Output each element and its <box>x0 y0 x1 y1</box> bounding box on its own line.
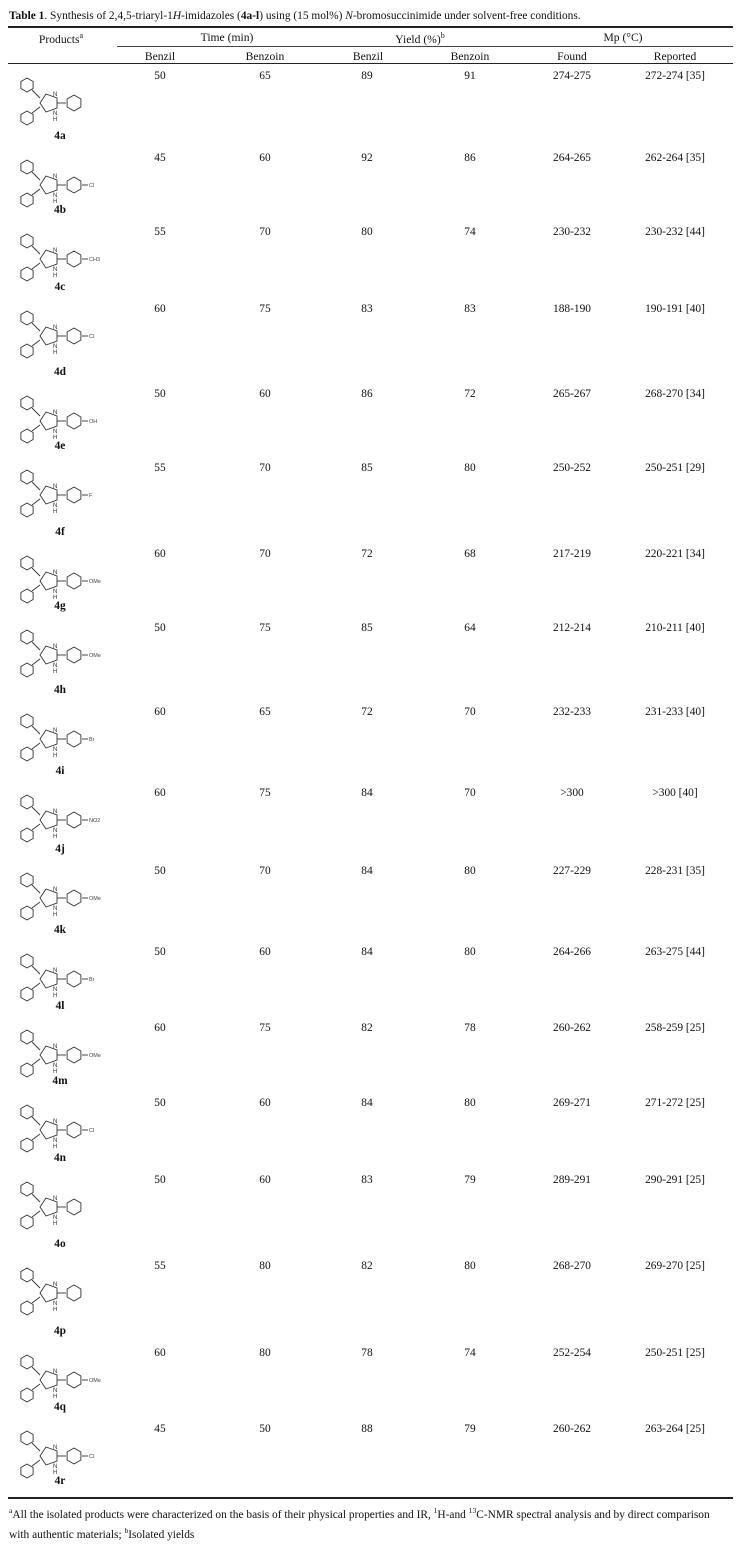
cell-mp-found: 252-254 <box>553 1347 591 1359</box>
substituent-label: OMe <box>89 1378 101 1384</box>
substituent-label: Cl <box>89 183 95 189</box>
caption-bold: 4a-l <box>240 10 260 22</box>
cell-time-benzoin: 80 <box>259 1260 271 1272</box>
cell-time-benzoin: 60 <box>259 152 271 164</box>
cell-time-benzil: 50 <box>154 388 166 400</box>
aryl-ring <box>67 1047 81 1063</box>
n-label: N <box>53 174 58 180</box>
nh-label: N <box>53 1063 58 1069</box>
phenyl-ring <box>21 873 33 887</box>
h-label: H <box>53 834 58 840</box>
subheader-time-benzil: Benzil <box>144 50 176 63</box>
nh-label: N <box>53 503 58 509</box>
subheader-mp-reported: Reported <box>653 50 697 63</box>
cell-yield-benzil: 89 <box>361 70 373 82</box>
footnote-sup: a <box>9 1506 13 1515</box>
nh-label: N <box>53 344 58 350</box>
structure-4d <box>13 305 113 367</box>
phenyl-ring <box>21 311 33 325</box>
cell-yield-benzoin: 68 <box>464 548 476 560</box>
nh-label: N <box>53 906 58 912</box>
structure-4p <box>13 1262 113 1324</box>
aryl-ring <box>67 731 81 747</box>
cell-time-benzil: 50 <box>154 1097 166 1109</box>
mp-header: Mp (°C) <box>603 31 643 44</box>
structure-4f <box>13 464 113 526</box>
nh-label: N <box>53 987 58 993</box>
cell-yield-benzil: 85 <box>361 462 373 474</box>
phenyl-ring <box>21 1063 33 1077</box>
cell-yield-benzil: 85 <box>361 622 373 634</box>
h-label: H <box>53 753 58 759</box>
cell-mp-found: 217-219 <box>553 548 591 560</box>
compound-label: 4o <box>54 1238 66 1250</box>
header-rule <box>8 63 733 64</box>
cell-yield-benzil: 78 <box>361 1347 373 1359</box>
time-subrule <box>117 46 333 47</box>
cell-time-benzoin: 70 <box>259 462 271 474</box>
phenyl-ring <box>21 1464 33 1478</box>
cell-yield-benzil: 83 <box>361 303 373 315</box>
phenyl-ring <box>21 1268 33 1282</box>
cell-yield-benzoin: 74 <box>464 1347 476 1359</box>
n-label: N <box>53 410 58 416</box>
phenyl-ring <box>21 1105 33 1119</box>
phenyl-ring <box>21 906 33 920</box>
phenyl-ring <box>21 78 33 92</box>
substituent-label: F <box>89 493 93 499</box>
cell-yield-benzil: 72 <box>361 706 373 718</box>
structure-4i <box>13 708 113 770</box>
cell-mp-found: 260-262 <box>553 1423 591 1435</box>
cell-mp-found: 230-232 <box>553 226 591 238</box>
footnote-text: Isolated yields <box>128 1528 195 1541</box>
cell-yield-benzil: 88 <box>361 1423 373 1435</box>
phenyl-ring <box>21 954 33 968</box>
aryl-ring <box>67 413 81 429</box>
cell-mp-reported: 263-275 [44] <box>645 946 705 958</box>
cell-mp-found: 269-271 <box>553 1097 591 1109</box>
cell-time-benzoin: 60 <box>259 1097 271 1109</box>
h-label: H <box>53 595 58 601</box>
structure-4a <box>13 72 113 134</box>
cell-mp-found: 268-270 <box>553 1260 591 1272</box>
nh-label: N <box>53 429 58 435</box>
cell-time-benzoin: 65 <box>259 70 271 82</box>
n-label: N <box>53 809 58 815</box>
h-label: H <box>53 1069 58 1075</box>
cell-mp-reported: 250-251 [29] <box>645 462 705 474</box>
n-label: N <box>53 570 58 576</box>
substituent-label: Br <box>89 977 95 983</box>
structure-4h <box>13 624 113 686</box>
subheader-yield-benzoin: Benzoin <box>450 50 490 63</box>
cell-mp-reported: 230-232 [44] <box>645 226 705 238</box>
aryl-ring <box>67 971 81 987</box>
cell-mp-found: 250-252 <box>553 462 591 474</box>
phenyl-ring <box>21 589 33 603</box>
n-label: N <box>53 1282 58 1288</box>
phenyl-ring <box>21 747 33 761</box>
compound-label: 4k <box>53 924 67 936</box>
footnote-text: H-and <box>437 1508 469 1521</box>
h-label: H <box>53 1144 58 1150</box>
phenyl-ring <box>21 111 33 125</box>
phenyl-ring <box>21 267 33 281</box>
subheader-yield-benzil: Benzil <box>352 50 384 63</box>
subheader-time-benzoin: Benzoin <box>245 50 285 63</box>
cell-time-benzil: 55 <box>154 226 166 238</box>
nh-label: N <box>53 589 58 595</box>
footnote-sup: b <box>124 1525 129 1535</box>
cell-mp-reported: 220-221 [34] <box>645 548 705 560</box>
substituent-label: CH3 <box>89 257 101 263</box>
substituent-label: Cl <box>89 334 95 340</box>
cell-mp-found: >300 <box>560 787 584 799</box>
cell-yield-benzoin: 80 <box>464 1260 476 1272</box>
nh-label: N <box>53 1464 58 1470</box>
products-header-text: Products <box>38 32 80 46</box>
table-caption <box>9 9 734 23</box>
h-label: H <box>53 1470 58 1476</box>
aryl-ring <box>67 177 81 193</box>
h-label: H <box>53 993 58 999</box>
aryl-ring <box>67 1199 81 1215</box>
phenyl-ring <box>21 795 33 809</box>
h-label: H <box>53 199 58 205</box>
substituent-label: OMe <box>89 896 101 902</box>
aryl-ring <box>67 1448 81 1464</box>
n-label: N <box>53 1119 58 1125</box>
n-label: N <box>53 92 58 98</box>
cell-yield-benzil: 82 <box>361 1022 373 1034</box>
n-label: N <box>53 968 58 974</box>
aryl-ring <box>67 251 81 267</box>
n-label: N <box>53 1369 58 1375</box>
nh-label: N <box>53 828 58 834</box>
cell-mp-found: 265-267 <box>553 388 591 400</box>
h-label: H <box>53 350 58 356</box>
compound-label: 4p <box>53 1325 67 1337</box>
compound-label: 4m <box>52 1075 68 1087</box>
caption-text: ) using (15 mol%) <box>259 10 346 22</box>
cell-mp-found: 274-275 <box>553 70 591 82</box>
cell-time-benzoin: 70 <box>259 548 271 560</box>
phenyl-ring <box>21 160 33 174</box>
n-label: N <box>53 248 58 254</box>
subheader-mp-found: Found <box>557 50 587 63</box>
cell-time-benzil: 50 <box>154 946 166 958</box>
substituent-label: Cl <box>89 1128 95 1134</box>
cell-yield-benzoin: 80 <box>464 1097 476 1109</box>
cell-yield-benzoin: 80 <box>464 865 476 877</box>
aryl-ring <box>67 1285 81 1301</box>
nh-label: N <box>53 1301 58 1307</box>
cell-yield-benzil: 82 <box>361 1260 373 1272</box>
compound-label: 4j <box>55 843 65 855</box>
cell-time-benzoin: 65 <box>259 706 271 718</box>
nh-label: N <box>53 267 58 273</box>
aryl-ring <box>67 328 81 344</box>
phenyl-ring <box>21 1138 33 1152</box>
phenyl-ring <box>21 1355 33 1369</box>
time-header: Time (min) <box>200 31 254 44</box>
h-label: H <box>53 509 58 515</box>
substituent-label: OMe <box>89 1053 101 1059</box>
cell-yield-benzoin: 78 <box>464 1022 476 1034</box>
table-footnote <box>9 1503 731 1543</box>
cell-yield-benzil: 80 <box>361 226 373 238</box>
compound-label: 4n <box>53 1152 67 1164</box>
phenyl-ring <box>21 344 33 358</box>
phenyl-ring <box>21 556 33 570</box>
compound-label: 4i <box>55 765 65 777</box>
phenyl-ring <box>21 1182 33 1196</box>
n-label: N <box>53 484 58 490</box>
cell-mp-reported: 269-270 [25] <box>645 1260 705 1272</box>
cell-mp-reported: 190-191 [40] <box>645 303 705 315</box>
h-label: H <box>53 273 58 279</box>
cell-yield-benzoin: 74 <box>464 226 476 238</box>
cell-time-benzil: 50 <box>154 1174 166 1186</box>
cell-mp-reported: 272-274 [35] <box>645 70 705 82</box>
cell-yield-benzil: 84 <box>361 865 373 877</box>
phenyl-ring <box>21 234 33 248</box>
nh-label: N <box>53 111 58 117</box>
products-header <box>16 31 106 46</box>
cell-time-benzil: 50 <box>154 865 166 877</box>
n-label: N <box>53 325 58 331</box>
h-label: H <box>53 1307 58 1313</box>
mp-subrule <box>519 46 733 47</box>
nh-label: N <box>53 1138 58 1144</box>
phenyl-ring <box>21 1301 33 1315</box>
phenyl-ring <box>21 714 33 728</box>
structure-4j <box>13 789 113 851</box>
cell-yield-benzoin: 83 <box>464 303 476 315</box>
substituent-label: OMe <box>89 653 101 659</box>
aryl-ring <box>67 95 81 111</box>
cell-time-benzil: 60 <box>154 303 166 315</box>
compound-label: 4d <box>53 366 67 378</box>
phenyl-ring <box>21 828 33 842</box>
nh-label: N <box>53 747 58 753</box>
cell-time-benzoin: 75 <box>259 303 271 315</box>
cell-mp-found: 260-262 <box>553 1022 591 1034</box>
caption-label: Table 1 <box>9 10 45 22</box>
cell-yield-benzoin: 64 <box>464 622 476 634</box>
substituent-label: NO2 <box>89 818 101 824</box>
cell-yield-benzil: 83 <box>361 1174 373 1186</box>
phenyl-ring <box>21 470 33 484</box>
compound-label: 4g <box>54 600 66 612</box>
cell-mp-found: 188-190 <box>553 303 591 315</box>
compound-label: 4e <box>54 440 66 452</box>
footnote-text: All the isolated products were characterized on the basis of their physical properties and IR, <box>12 1508 434 1521</box>
n-label: N <box>53 1044 58 1050</box>
nh-label: N <box>53 193 58 199</box>
cell-time-benzil: 55 <box>154 1260 166 1272</box>
top-rule <box>8 26 733 28</box>
cell-time-benzil: 50 <box>154 622 166 634</box>
footnote-text: C-NMR spectral analysis and by direct comparison with authentic materials; <box>9 1508 710 1541</box>
cell-yield-benzil: 84 <box>361 787 373 799</box>
cell-yield-benzil: 72 <box>361 548 373 560</box>
phenyl-ring <box>21 1215 33 1229</box>
cell-mp-reported: 271-272 [25] <box>645 1097 705 1109</box>
compound-label: 4b <box>53 204 67 216</box>
aryl-ring <box>67 890 81 906</box>
cell-yield-benzoin: 79 <box>464 1423 476 1435</box>
h-label: H <box>53 1394 58 1400</box>
cell-mp-reported: >300 [40] <box>652 787 698 799</box>
bottom-rule <box>8 1497 733 1499</box>
cell-time-benzil: 60 <box>154 548 166 560</box>
cell-yield-benzoin: 72 <box>464 388 476 400</box>
yield-subrule <box>318 46 537 47</box>
compound-label: 4h <box>53 684 67 696</box>
cell-mp-found: 212-214 <box>553 622 591 634</box>
aryl-ring <box>67 647 81 663</box>
phenyl-ring <box>21 396 33 410</box>
nh-label: N <box>53 1388 58 1394</box>
phenyl-ring <box>21 630 33 644</box>
h-label: H <box>53 117 58 123</box>
substituent-label: OH <box>89 419 98 425</box>
cell-mp-found: 232-233 <box>553 706 591 718</box>
cell-yield-benzil: 84 <box>361 1097 373 1109</box>
h-label: H <box>53 912 58 918</box>
cell-mp-reported: 268-270 [34] <box>645 388 705 400</box>
phenyl-ring <box>21 503 33 517</box>
cell-mp-found: 289-291 <box>553 1174 591 1186</box>
cell-time-benzoin: 70 <box>259 226 271 238</box>
cell-yield-benzoin: 80 <box>464 946 476 958</box>
aryl-ring <box>67 487 81 503</box>
cell-yield-benzoin: 80 <box>464 462 476 474</box>
cell-mp-reported: 231-233 [40] <box>645 706 705 718</box>
yield-header-text: Yield (%) <box>395 32 441 46</box>
cell-mp-reported: 262-264 [35] <box>645 152 705 164</box>
phenyl-ring <box>21 1431 33 1445</box>
cell-time-benzoin: 75 <box>259 1022 271 1034</box>
cell-mp-found: 264-265 <box>553 152 591 164</box>
cell-mp-found: 227-229 <box>553 865 591 877</box>
compound-label: 4q <box>53 1401 67 1413</box>
footnote-sup: 1 <box>433 1506 438 1515</box>
cell-time-benzil: 60 <box>154 787 166 799</box>
footnote-sup: 13 <box>468 1506 477 1515</box>
cell-time-benzil: 50 <box>154 70 166 82</box>
aryl-ring <box>67 812 81 828</box>
cell-mp-reported: 263-264 [25] <box>645 1423 705 1435</box>
cell-time-benzoin: 50 <box>259 1423 271 1435</box>
cell-time-benzoin: 60 <box>259 1174 271 1186</box>
nh-label: N <box>53 1215 58 1221</box>
cell-mp-reported: 258-259 [25] <box>645 1022 705 1034</box>
cell-time-benzoin: 75 <box>259 787 271 799</box>
cell-time-benzil: 45 <box>154 1423 166 1435</box>
h-label: H <box>53 1221 58 1227</box>
cell-time-benzoin: 60 <box>259 388 271 400</box>
phenyl-ring <box>21 1388 33 1402</box>
phenyl-ring <box>21 987 33 1001</box>
compound-label: 4f <box>55 526 65 538</box>
cell-time-benzoin: 70 <box>259 865 271 877</box>
compound-label: 4c <box>54 281 66 293</box>
cell-mp-reported: 250-251 [25] <box>645 1347 705 1359</box>
products-header-sup: a <box>79 31 84 40</box>
aryl-ring <box>67 1122 81 1138</box>
structure-4k <box>13 867 113 929</box>
cell-time-benzil: 60 <box>154 1022 166 1034</box>
cell-yield-benzoin: 70 <box>464 706 476 718</box>
cell-mp-reported: 210-211 [40] <box>645 622 705 634</box>
n-label: N <box>53 1445 58 1451</box>
compound-label: 4a <box>54 130 66 142</box>
cell-time-benzoin: 75 <box>259 622 271 634</box>
phenyl-ring <box>21 193 33 207</box>
cell-yield-benzil: 92 <box>361 152 373 164</box>
cell-yield-benzoin: 79 <box>464 1174 476 1186</box>
phenyl-ring <box>21 1030 33 1044</box>
compound-label: 4r <box>54 1475 66 1487</box>
cell-yield-benzil: 84 <box>361 946 373 958</box>
cell-mp-found: 264-266 <box>553 946 591 958</box>
substituent-label: OMe <box>89 579 101 585</box>
n-label: N <box>53 728 58 734</box>
caption-text: -bromosuccinimide under solvent-free conditions. <box>352 10 581 22</box>
cell-yield-benzoin: 70 <box>464 787 476 799</box>
cell-time-benzil: 45 <box>154 152 166 164</box>
n-label: N <box>53 644 58 650</box>
substituent-label: Cl <box>89 1454 95 1460</box>
caption-text: . Synthesis of 2,4,5-triaryl-1 <box>44 10 173 22</box>
cell-time-benzil: 60 <box>154 706 166 718</box>
n-label: N <box>53 1196 58 1202</box>
h-label: H <box>53 669 58 675</box>
cell-yield-benzoin: 86 <box>464 152 476 164</box>
cell-time-benzoin: 80 <box>259 1347 271 1359</box>
compound-label: 4l <box>55 1000 65 1012</box>
structure-4o <box>13 1176 113 1238</box>
cell-yield-benzoin: 91 <box>464 70 476 82</box>
cell-time-benzil: 55 <box>154 462 166 474</box>
caption-italic: H <box>172 10 182 22</box>
cell-mp-reported: 228-231 [35] <box>645 865 705 877</box>
cell-time-benzil: 60 <box>154 1347 166 1359</box>
cell-mp-reported: 290-291 [25] <box>645 1174 705 1186</box>
aryl-ring <box>67 573 81 589</box>
cell-yield-benzil: 86 <box>361 388 373 400</box>
n-label: N <box>53 887 58 893</box>
caption-text: -imidazoles ( <box>181 10 241 22</box>
phenyl-ring <box>21 429 33 443</box>
h-label: H <box>53 435 58 441</box>
nh-label: N <box>53 663 58 669</box>
yield-header-sup: b <box>440 31 445 40</box>
cell-time-benzoin: 60 <box>259 946 271 958</box>
caption-italic: N <box>345 10 353 22</box>
substituent-label: Br <box>89 737 95 743</box>
aryl-ring <box>67 1372 81 1388</box>
phenyl-ring <box>21 663 33 677</box>
yield-header <box>345 31 495 46</box>
